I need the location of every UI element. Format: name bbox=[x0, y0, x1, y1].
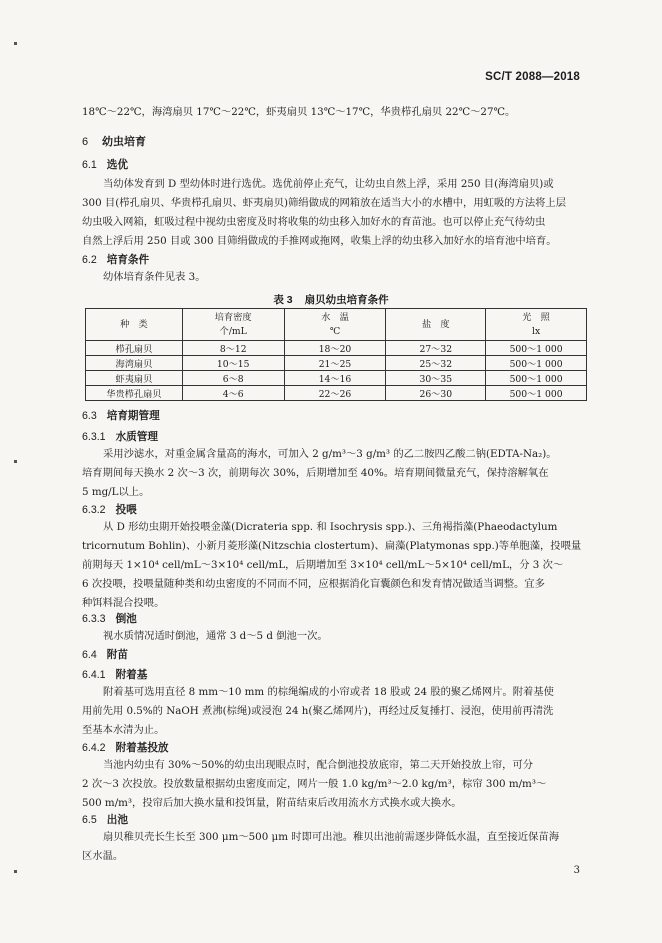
subsection-heading bbox=[82, 611, 137, 626]
cell-temperature: 22～26 bbox=[284, 386, 386, 401]
text-line: 前期每天 1×10⁴ cell/mL～3×10⁴ cell/mL，后期增加至 3×10⁴ cell/mL～5×10⁴ cell/mL，分 3 次～ bbox=[82, 559, 564, 571]
subsection-heading bbox=[82, 740, 169, 755]
subsection-heading bbox=[82, 252, 149, 267]
section-number: 6.3.3 bbox=[82, 613, 106, 625]
paragraph-6-3-2 bbox=[82, 518, 587, 613]
table-row bbox=[86, 356, 587, 371]
header-light: 光 照 lx bbox=[486, 309, 587, 341]
standard-code: SC/T 2088—2018 bbox=[485, 71, 580, 83]
cell-salinity: 25～32 bbox=[386, 356, 486, 371]
cell-light: 500～1 000 bbox=[486, 386, 587, 401]
section-number: 6.3 bbox=[82, 410, 97, 422]
paragraph-6-3-1 bbox=[82, 445, 587, 502]
table-row bbox=[86, 341, 587, 356]
cell-species: 栉孔扇贝 bbox=[86, 341, 183, 356]
cell-light: 500～1 000 bbox=[486, 371, 587, 386]
text-line: 附着基可选用直径 8 mm～10 mm 的棕绳编成的小帘或者 18 股或 24 股的聚乙烯网片。附着基使 bbox=[103, 686, 554, 698]
section-title: 培育期管理 bbox=[106, 410, 160, 422]
cell-density: 4～6 bbox=[182, 386, 284, 401]
text-line: 300 目(栉孔扇贝、华贵栉孔扇贝、虾夷扇贝)筛绢做成的网箱放在适当大小的水槽中，用虹吸的方法将上层 bbox=[82, 197, 567, 209]
cell-density: 10～15 bbox=[182, 356, 284, 371]
cell-temperature: 18～20 bbox=[284, 341, 386, 356]
text-line: 自然上浮后用 250 目或 300 目筛绢做成的手推网或拖网，收集上浮的幼虫移入加好水的培育池中培育。 bbox=[82, 235, 557, 247]
table-caption bbox=[0, 292, 662, 307]
section-title: 培育条件 bbox=[106, 254, 150, 266]
cell-salinity: 26～30 bbox=[386, 386, 486, 401]
cell-salinity: 27～32 bbox=[386, 341, 486, 356]
section-title: 水质管理 bbox=[115, 431, 158, 443]
paragraph-6-4-2 bbox=[82, 756, 587, 813]
section-number: 6.2 bbox=[82, 254, 97, 266]
cell-light: 500～1 000 bbox=[486, 341, 587, 356]
cell-light: 500～1 000 bbox=[486, 356, 587, 371]
section-number: 6.4.1 bbox=[82, 669, 106, 681]
scan-mark bbox=[14, 870, 17, 873]
cell-species: 海湾扇贝 bbox=[86, 356, 183, 371]
text-line: 500 m/m³，投帘后加大换水量和投饵量，附苗结束后改用流水方式换水或大换水。 bbox=[82, 797, 462, 809]
text-line: 当幼体发育到 D 型幼体时进行选优。选优前停止充气，让幼虫自然上浮，采用 250 目(海湾扇贝)或 bbox=[103, 178, 554, 190]
header-density: 培育密度 个/mL bbox=[182, 309, 284, 341]
continued-paragraph bbox=[82, 103, 587, 122]
section-number: 6.1 bbox=[82, 159, 97, 171]
paragraph-6-5 bbox=[82, 828, 587, 866]
text-line: tricornutum Bohlin)、小新月菱形藻(Nitzschia clostertum)、扁藻(Platymonas spp.)等单胞藻，投喂量 bbox=[82, 540, 582, 552]
section-title: 选优 bbox=[106, 159, 128, 171]
text-line: 2 次～3 次投放。投放数量根据幼虫密度而定，网片一般 1.0 kg/m³～2.0 kg/m³，棕帘 300 m/m³～ bbox=[82, 778, 547, 790]
section-number: 6.3.2 bbox=[82, 504, 106, 516]
table-number: 表 3 bbox=[273, 294, 293, 306]
section-number: 6.5 bbox=[82, 814, 97, 826]
text-line: 幼体培育条件见表 3。 bbox=[103, 271, 206, 283]
section-title: 附着基投放 bbox=[115, 742, 169, 754]
header-temperature: 水 温 ℃ bbox=[284, 309, 386, 341]
table-header-row bbox=[86, 309, 587, 341]
section-title: 出池 bbox=[106, 814, 128, 826]
section-title: 附着基 bbox=[115, 669, 148, 681]
cell-density: 6～8 bbox=[182, 371, 284, 386]
text-line: 视水质情况适时倒池，通常 3 d～5 d 倒池一次。 bbox=[103, 630, 328, 642]
subsection-heading bbox=[82, 647, 128, 662]
paragraph-6-4-1 bbox=[82, 683, 587, 740]
text-line: 采用沙滤水，对重金属含量高的海水，可加入 2 g/m³～3 g/m³ 的乙二胺四乙酸二钠(EDTA-Na₂)。 bbox=[103, 448, 557, 460]
text-line: 用前先用 0.5%的 NaOH 煮沸(棕绳)或浸泡 24 h(聚乙烯网片)，再经过反复捶打、浸泡，使用前再清洗 bbox=[82, 705, 554, 717]
subsection-heading bbox=[82, 157, 128, 172]
table-title: 扇贝幼虫培育条件 bbox=[304, 294, 389, 306]
cell-species: 虾夷扇贝 bbox=[86, 371, 183, 386]
subsection-heading bbox=[82, 812, 128, 827]
subsection-heading bbox=[82, 429, 158, 444]
cell-salinity: 30～35 bbox=[386, 371, 486, 386]
cell-temperature: 14～16 bbox=[284, 371, 386, 386]
text-line: 6 次投喂，投喂量随种类和幼虫密度的不同而不同，应根据消化盲囊颜色和发育情况做适当调整。宜多 bbox=[82, 578, 545, 590]
text-line: 扇贝稚贝壳长生长至 300 μm～500 μm 时即可出池。稚贝出池前需逐步降低水温，直至接近保苗海 bbox=[103, 831, 559, 843]
cell-density: 8～12 bbox=[182, 341, 284, 356]
text-line: 至基本水清为止。 bbox=[82, 724, 165, 736]
paragraph-6-1 bbox=[82, 175, 587, 251]
section-number: 6.4.2 bbox=[82, 742, 106, 754]
subsection-heading bbox=[82, 502, 137, 517]
section-number: 6.3.1 bbox=[82, 431, 106, 443]
section-title: 幼虫培育 bbox=[102, 136, 146, 148]
text-line: 5 mg/L以上。 bbox=[82, 486, 150, 498]
header-species: 种 类 bbox=[86, 309, 183, 341]
scan-mark bbox=[14, 460, 17, 463]
section-heading bbox=[82, 133, 146, 149]
section-number: 6.4 bbox=[82, 649, 97, 661]
text-line: 幼虫吸入网箱，虹吸过程中视幼虫密度及时将收集的幼虫移入加好水的育苗池。也可以停止充气待幼虫 bbox=[82, 216, 546, 228]
culture-conditions-table bbox=[85, 308, 587, 401]
section-title: 倒池 bbox=[115, 613, 137, 625]
section-number: 6 bbox=[82, 136, 89, 148]
section-title: 附苗 bbox=[106, 649, 128, 661]
subsection-heading bbox=[82, 667, 147, 682]
table-row bbox=[86, 371, 587, 386]
paragraph-6-2 bbox=[82, 268, 587, 287]
paragraph-6-3-3 bbox=[82, 627, 587, 646]
cell-temperature: 21～25 bbox=[284, 356, 386, 371]
text-line: 从 D 形幼虫期开始投喂金藻(Dicrateria spp. 和 Isochrysis spp.)、三角褐指藻(Phaeodactylum bbox=[103, 521, 558, 533]
text-line: 培育期间每天换水 2 次～3 次，前期每次 30%，后期增加至 40%。培育期间微量充气，保持溶解氧在 bbox=[82, 467, 549, 479]
text-line: 18℃～22℃，海湾扇贝 17℃～22℃，虾夷扇贝 13℃～17℃，华贵栉孔扇贝 22℃～27℃。 bbox=[82, 106, 516, 118]
table-row bbox=[86, 386, 587, 401]
section-title: 投喂 bbox=[115, 504, 137, 516]
subsection-heading bbox=[82, 408, 160, 423]
header-salinity: 盐 度 bbox=[386, 309, 486, 341]
page-number: 3 bbox=[573, 865, 580, 876]
text-line: 当池内幼虫有 30%～50%的幼虫出现眼点时，配合倒池投放底帘，第二天开始投放上帘，可分 bbox=[103, 759, 534, 771]
scan-mark bbox=[14, 42, 17, 45]
text-line: 种饵料混合投喂。 bbox=[82, 597, 165, 609]
cell-species: 华贵栉孔扇贝 bbox=[86, 386, 183, 401]
text-line: 区水温。 bbox=[82, 850, 124, 862]
